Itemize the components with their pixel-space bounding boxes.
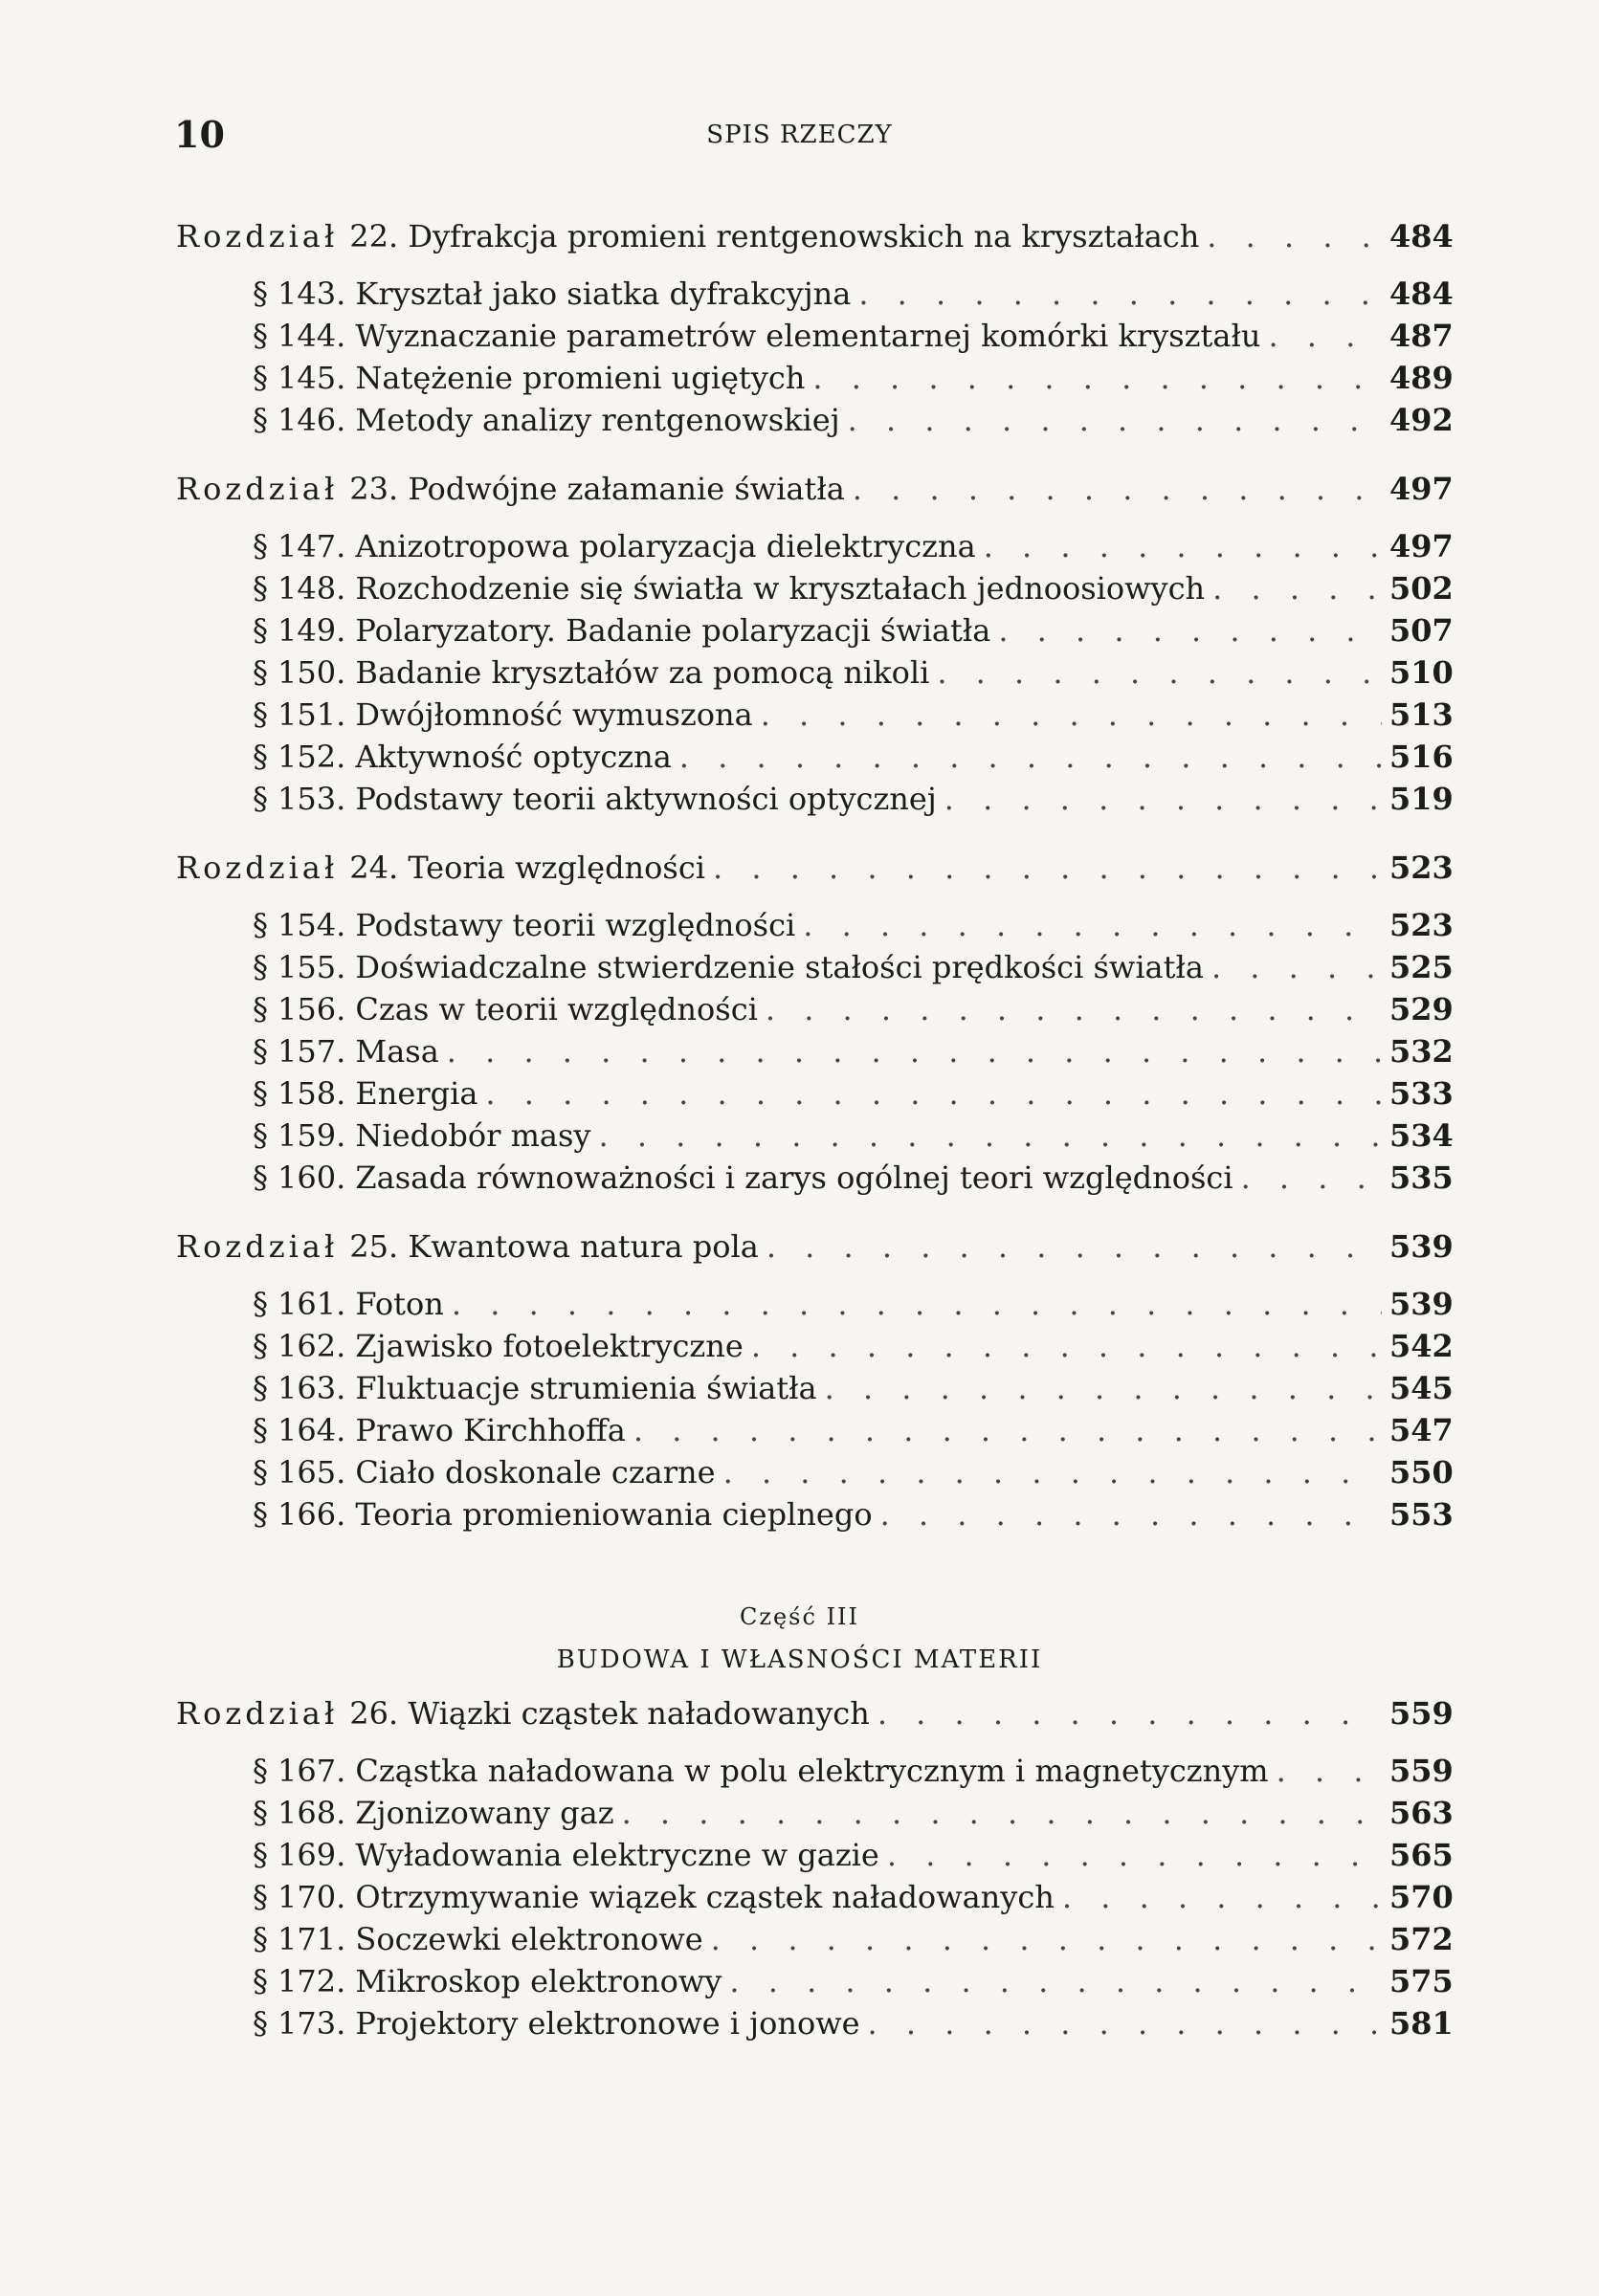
section-mark: § [253,2005,268,2042]
section-mark: § [253,1753,268,1789]
entry-number: 149. [278,612,346,649]
toc-chapter-entry [176,218,1454,254]
part-label: Część III [739,1603,860,1630]
leader-dots [751,1328,1382,1364]
entry-title-text: Kwantowa natura pola [408,1228,759,1265]
toc-section-entry [176,2005,1454,2042]
page-ref: 553 [1389,1496,1454,1533]
page-ref: 532 [1389,1033,1454,1070]
entry-title-text: Soczewki elektronowe [355,1921,703,1957]
leader-dots [1207,218,1382,254]
entry-number: 173. [278,2005,346,2042]
entry-title [278,1159,1233,1196]
page-ref: 510 [1389,654,1454,691]
leader-dots [723,1454,1382,1490]
entry-title [278,991,758,1027]
leader-dots [825,1370,1382,1406]
entry-number: 158. [278,1075,346,1112]
entry-title [278,1117,590,1154]
leader-dots [679,739,1382,775]
entry-title-text: Podstawy teorii względności [355,907,796,943]
leader-dots [1241,1159,1382,1196]
section-mark: § [253,318,268,354]
section-mark: § [253,1496,268,1533]
toc-section-entry [176,1753,1454,1789]
entry-title-text: Zasada równoważności i zarys ogólnej teori względności [355,1159,1233,1196]
page-ref: 581 [1389,2005,1454,2042]
toc-section-entry [176,1075,1454,1112]
leader-dots [766,991,1382,1027]
entry-number: 161. [278,1286,346,1322]
page-ref: 539 [1389,1286,1454,1322]
leader-dots [1212,570,1382,607]
toc-section-entry [176,1496,1454,1533]
entry-title-text: Czas w teorii względności [355,991,758,1027]
entry-number: 160. [278,1159,346,1196]
entry-title-text: Metody analizy rentgenowskiej [355,402,840,438]
entry-title [349,218,1199,254]
entry-number: 168. [278,1795,346,1831]
leader-dots [622,1795,1382,1831]
page-ref: 484 [1389,218,1454,254]
page-ref: 570 [1389,1879,1454,1915]
entry-title [278,1795,614,1831]
section-mark: § [253,1033,268,1070]
entry-title [349,1228,759,1265]
entry-number: 163. [278,1370,346,1406]
entry-title [278,528,976,564]
section-mark: § [253,1454,268,1490]
section-mark: § [253,528,268,564]
entry-number: 170. [278,1879,346,1915]
entry-title [278,907,795,943]
entry-number: 146. [278,402,346,438]
toc-section-entry [176,1879,1454,1915]
leader-dots [998,612,1382,649]
entry-title-text: Prawo Kirchhoffa [355,1412,626,1448]
page-ref: 513 [1389,696,1454,733]
leader-dots [711,1921,1382,1957]
page-ref: 529 [1389,991,1454,1027]
toc-section-entry [176,528,1454,564]
leader-dots [877,1695,1382,1732]
section-mark: § [253,1328,268,1364]
leader-dots [485,1075,1382,1112]
section-mark: § [253,1286,268,1322]
entry-title-text: Podstawy teorii aktywności optycznej [355,781,937,817]
page-ref: 507 [1389,612,1454,649]
section-mark: § [253,1879,268,1915]
leader-dots [803,907,1382,943]
section-mark: § [253,739,268,775]
toc-section-entry [176,402,1454,438]
page-ref: 525 [1389,949,1454,985]
entry-number: 166. [278,1496,346,1533]
entry-title-text: Zjonizowany gaz [355,1795,614,1831]
entry-number: 162. [278,1328,346,1364]
section-mark: § [253,612,268,649]
entry-title-text: Doświadczalne stwierdzenie stałości prędkości światła [355,949,1204,985]
toc-section-entry [176,1921,1454,1957]
entry-title [278,781,937,817]
toc-section-entry [176,991,1454,1027]
entry-number: 147. [278,528,346,564]
entry-number: 157. [278,1033,346,1070]
toc-section-entry [176,276,1454,312]
entry-title-text: Teoria promieniowania cieplnego [355,1496,873,1533]
toc-section-entry [176,1328,1454,1364]
toc-section-entry [176,1033,1454,1070]
page-ref: 516 [1389,739,1454,775]
entry-title [278,1921,703,1957]
page-ref: 535 [1389,1159,1454,1196]
entry-title-text: Zjawisko fotoelektryczne [355,1328,744,1364]
entry-number: 24. [349,850,399,886]
entry-title [278,612,990,649]
toc-section-entry [176,1370,1454,1406]
entry-title [278,696,753,733]
toc-section-entry [176,318,1454,354]
leader-dots [880,1496,1382,1533]
leader-dots [713,850,1382,886]
page-ref: 559 [1389,1753,1454,1789]
entry-number: 153. [278,781,346,817]
toc-section-entry [176,654,1454,691]
section-mark: § [253,1795,268,1831]
toc-section-entry [176,360,1454,396]
entry-number: 159. [278,1117,346,1154]
leader-dots [766,1228,1382,1265]
leader-dots [853,471,1382,507]
section-mark: § [253,781,268,817]
entry-number: 164. [278,1412,346,1448]
section-mark: § [253,1075,268,1112]
section-mark: § [253,1412,268,1448]
entry-number: 169. [278,1837,346,1873]
page-ref: 523 [1389,907,1454,943]
section-mark: § [253,570,268,607]
entry-number: 156. [278,991,346,1027]
entry-number: 26. [349,1695,399,1732]
page-ref: 484 [1389,276,1454,312]
chapter-word: Rozdział [176,1695,339,1732]
entry-number: 148. [278,570,346,607]
section-mark: § [253,991,268,1027]
entry-number: 152. [278,739,346,775]
entry-title-text: Otrzymywanie wiązek cząstek naładowanych [355,1879,1055,1915]
entry-title [278,1963,722,1999]
leader-dots [858,276,1382,312]
section-mark: § [253,949,268,985]
toc-section-entry [176,1963,1454,1999]
chapter-word: Rozdział [176,471,339,507]
entry-title-text: Wiązki cząstek naładowanych [408,1695,870,1732]
entry-title-text: Teoria względności [408,850,705,886]
page-ref: 492 [1389,402,1454,438]
entry-number: 150. [278,654,346,691]
toc-section-entry [176,1454,1454,1490]
leader-dots [633,1412,1382,1448]
entry-title [349,471,845,507]
entry-title-text: Mikroskop elektronowy [355,1963,722,1999]
section-mark: § [253,1370,268,1406]
entry-title-text: Masa [355,1033,439,1070]
entry-title [278,360,805,396]
toc-section-entry [176,1286,1454,1322]
entry-number: 165. [278,1454,346,1490]
section-mark: § [253,907,268,943]
entry-title [278,1454,716,1490]
chapter-word: Rozdział [176,850,339,886]
toc-section-entry [176,1159,1454,1196]
section-mark: § [253,1159,268,1196]
toc-section-entry [176,1412,1454,1448]
entry-number: 171. [278,1921,346,1957]
page-ref: 487 [1389,318,1454,354]
leader-dots [452,1286,1382,1322]
entry-title-text: Wyładowania elektryczne w gazie [355,1837,879,1873]
entry-title [278,654,929,691]
entry-title-text: Natężenie promieni ugiętych [355,360,806,396]
page-ref: 534 [1389,1117,1454,1154]
entry-title [278,1837,879,1873]
toc-section-entry [176,696,1454,733]
leader-dots [1211,949,1382,985]
toc-section-entry [176,1837,1454,1873]
entry-number: 155. [278,949,346,985]
leader-dots [887,1837,1382,1873]
leader-dots [848,402,1382,438]
entry-title-text: Projektory elektronowe i jonowe [355,2005,860,2042]
page-ref: 497 [1389,471,1454,507]
section-mark: § [253,1963,268,1999]
entry-title [278,1879,1055,1915]
toc-section-entry [176,570,1454,607]
page-ref: 542 [1389,1328,1454,1364]
entry-number: 25. [349,1228,399,1265]
entry-title-text: Badanie kryształów za pomocą nikoli [355,654,930,691]
entry-title-text: Dwójłomność wymuszona [355,696,753,733]
toc-chapter-entry [176,850,1454,886]
entry-title [278,1033,439,1070]
entry-title [278,739,672,775]
entry-title-text: Cząstka naładowana w polu elektrycznym i magnetycznym [355,1753,1269,1789]
page-ref: 575 [1389,1963,1454,1999]
entry-title-text: Kryształ jako siatka dyfrakcyjna [355,276,852,312]
entry-title [278,1412,626,1448]
entry-number: 172. [278,1963,346,1999]
section-mark: § [253,1837,268,1873]
page-ref: 550 [1389,1454,1454,1490]
page-ref: 547 [1389,1412,1454,1448]
page-ref: 519 [1389,781,1454,817]
section-mark: § [253,1921,268,1957]
toc-section-entry [176,612,1454,649]
entry-title [349,1695,870,1732]
part-title: BUDOWA I WŁASNOŚCI MATERII [556,1645,1043,1674]
toc-section-entry [176,1117,1454,1154]
page-ref: 539 [1389,1228,1454,1265]
toc-chapter-entry [176,1695,1454,1732]
entry-title-text: Energia [355,1075,478,1112]
leader-dots [944,781,1382,817]
section-mark: § [253,1117,268,1154]
leader-dots [1062,1879,1382,1915]
entry-title [278,1370,817,1406]
section-mark: § [253,654,268,691]
entry-title-text: Anizotropowa polaryzacja dielektryczna [355,528,976,564]
entry-number: 145. [278,360,346,396]
toc-section-entry [176,907,1454,943]
entry-number: 154. [278,907,346,943]
leader-dots [447,1033,1382,1070]
entry-title [278,570,1205,607]
section-mark: § [253,696,268,733]
page-ref: 523 [1389,850,1454,886]
running-head: SPIS RZECZY [706,121,893,149]
entry-number: 167. [278,1753,346,1789]
entry-title [278,1286,444,1322]
leader-dots [812,360,1382,396]
chapter-word: Rozdział [176,1228,339,1265]
entry-number: 23. [349,471,399,507]
entry-title [278,276,851,312]
entry-number: 144. [278,318,346,354]
toc-section-entry [176,949,1454,985]
entry-title-text: Aktywność optyczna [355,739,672,775]
entry-title-text: Polaryzatory. Badanie polaryzacji światła [355,612,991,649]
chapter-word: Rozdział [176,218,339,254]
entry-number: 143. [278,276,346,312]
entry-title-text: Ciało doskonale czarne [355,1454,716,1490]
page-ref: 565 [1389,1837,1454,1873]
section-mark: § [253,276,268,312]
leader-dots [729,1963,1382,1999]
toc-section-entry [176,1795,1454,1831]
entry-title-text: Dyfrakcja promieni rentgenowskich na kryształach [408,218,1200,254]
leader-dots [937,654,1382,691]
entry-title [278,2005,860,2042]
leader-dots [598,1117,1382,1154]
page-ref: 559 [1389,1695,1454,1732]
leader-dots [868,2005,1382,2042]
toc-chapter-entry [176,1228,1454,1265]
page-ref: 533 [1389,1075,1454,1112]
entry-title [278,1075,477,1112]
entry-title-text: Niedobór masy [355,1117,591,1154]
entry-title [278,949,1204,985]
page-number: 10 [174,113,225,156]
entry-title [278,318,1260,354]
entry-title-text: Podwójne załamanie światła [408,471,845,507]
entry-title [278,1753,1269,1789]
entry-title [349,850,705,886]
entry-title [278,402,840,438]
leader-dots [1277,1753,1382,1789]
entry-title-text: Fluktuacje strumienia światła [355,1370,817,1406]
entry-title [278,1328,744,1364]
page-ref: 489 [1389,360,1454,396]
section-mark: § [253,360,268,396]
section-mark: § [253,402,268,438]
toc-chapter-entry [176,471,1454,507]
entry-number: 151. [278,696,346,733]
page-ref: 502 [1389,570,1454,607]
leader-dots [761,696,1382,733]
page-ref: 497 [1389,528,1454,564]
entry-title [278,1496,873,1533]
entry-title-text: Foton [355,1286,444,1322]
entry-number: 22. [349,218,399,254]
page-ref: 563 [1389,1795,1454,1831]
page-ref: 545 [1389,1370,1454,1406]
toc-section-entry [176,781,1454,817]
leader-dots [984,528,1382,564]
toc-section-entry [176,739,1454,775]
leader-dots [1268,318,1382,354]
entry-title-text: Rozchodzenie się światła w kryształach jednoosiowych [355,570,1206,607]
entry-title-text: Wyznaczanie parametrów elementarnej komórki kryształu [355,318,1261,354]
page-ref: 572 [1389,1921,1454,1957]
